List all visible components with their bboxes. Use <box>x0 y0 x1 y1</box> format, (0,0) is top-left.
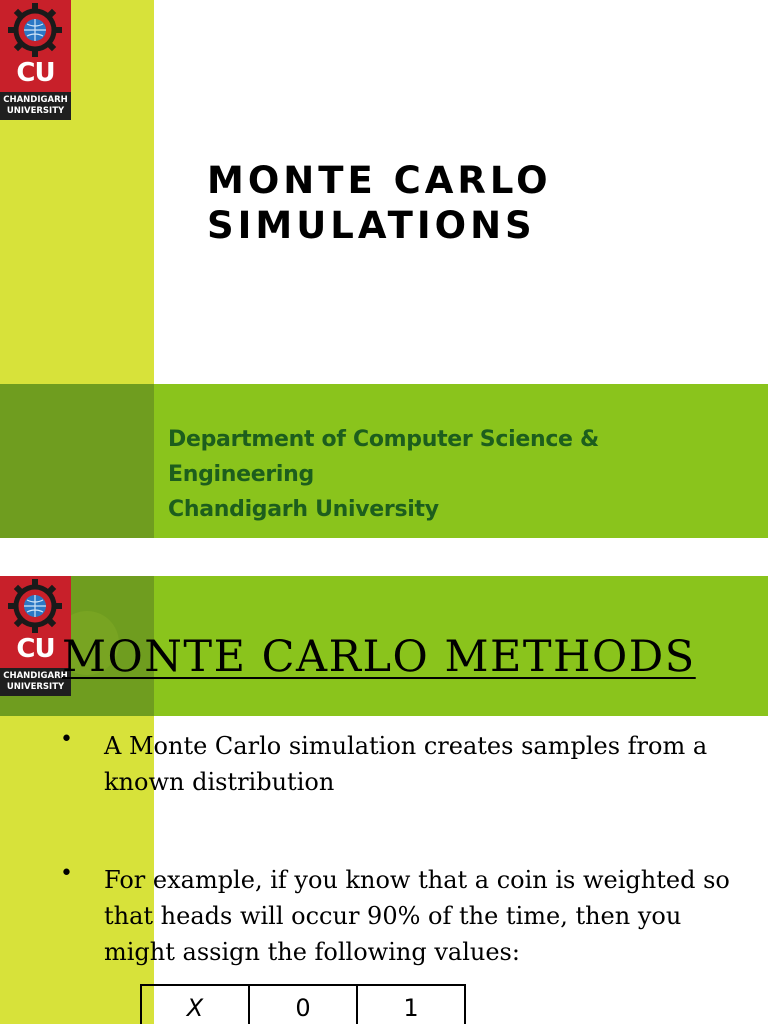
bullet-list <box>60 728 740 970</box>
logo-name-line2: UNIVERSITY <box>6 106 65 116</box>
table-cell: 1 <box>357 985 465 1024</box>
value-table <box>140 984 466 1024</box>
logo-name <box>0 92 71 120</box>
logo-initials: CU <box>16 58 55 88</box>
bullet-marker: • <box>60 727 73 752</box>
table-cell: X <box>141 985 249 1024</box>
department-text <box>168 422 728 527</box>
slide-heading: MONTE CARLO METHODS <box>62 632 696 682</box>
logo-name <box>0 668 71 696</box>
bullet-item <box>60 862 740 970</box>
university-logo <box>0 0 71 120</box>
table-cell: 0 <box>249 985 357 1024</box>
university-logo <box>0 576 71 696</box>
bullet-item <box>60 728 740 800</box>
bullet-text: A Monte Carlo simulation creates samples from a known distribution <box>104 732 708 796</box>
logo-initials: CU <box>16 634 55 664</box>
bullet-text: For example, if you know that a coin is weighted so that heads will occur 90% of the time, then you might assign the following values: <box>104 866 730 966</box>
logo-name-line1: CHANDIGARH <box>3 671 68 681</box>
department-line3: Chandigarh University <box>168 497 439 522</box>
slide-title <box>207 158 687 248</box>
slide-title-line1: MONTE CARLO <box>207 159 552 202</box>
department-line2: Engineering <box>168 462 314 487</box>
bullet-marker: • <box>60 861 73 886</box>
gear-emblem-icon <box>0 0 71 58</box>
slide-title-line2: SIMULATIONS <box>207 204 536 247</box>
table-row <box>141 985 465 1024</box>
content-slide <box>0 576 768 1024</box>
green-band-dark-block <box>0 384 154 538</box>
gear-emblem-icon <box>0 576 71 634</box>
logo-name-line1: CHANDIGARH <box>3 95 68 105</box>
department-line1: Department of Computer Science & <box>168 427 599 452</box>
logo-name-line2: UNIVERSITY <box>6 682 65 692</box>
